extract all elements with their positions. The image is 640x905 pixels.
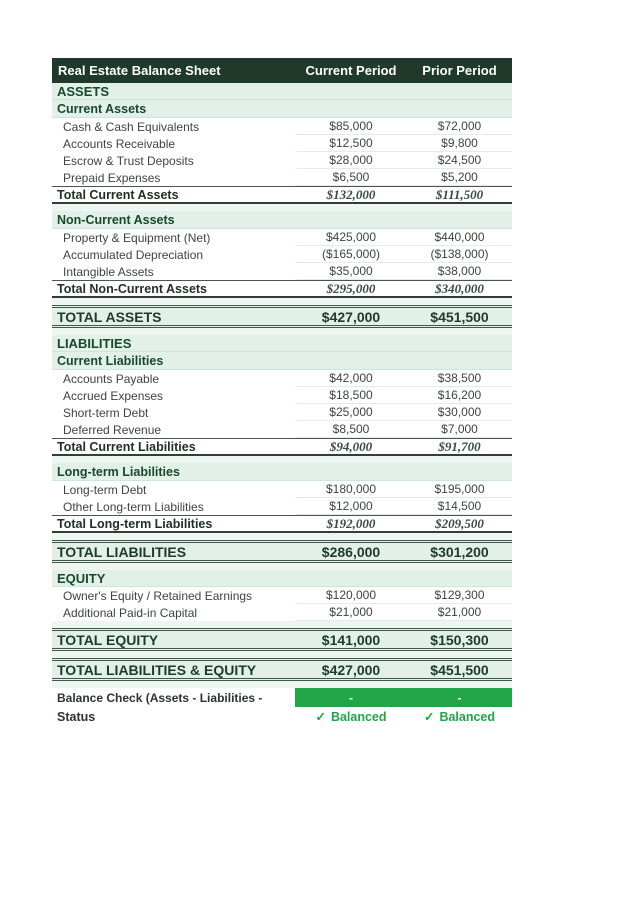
prior-period-value[interactable]: $7,000: [407, 421, 512, 438]
prior-period-value[interactable]: $150,300: [430, 631, 489, 648]
prior-period-value[interactable]: $129,300: [407, 587, 512, 604]
table-row: [52, 404, 512, 421]
subsection-header-row: [52, 100, 512, 118]
table-row: [52, 229, 512, 246]
current-period-value: [295, 211, 407, 228]
table-row: [52, 498, 512, 515]
spacer-row: [52, 651, 512, 658]
prior-period-value[interactable]: $72,000: [407, 118, 512, 135]
current-period-value: [295, 83, 407, 99]
current-period-value[interactable]: $42,000: [295, 370, 407, 387]
subtotal-row: [52, 438, 512, 456]
column-header-prior: Prior Period: [422, 63, 497, 78]
row-label[interactable]: Total Current Assets: [57, 188, 179, 202]
subtotal-row: [52, 280, 512, 298]
current-period-value[interactable]: $18,500: [295, 387, 407, 404]
table-row: [52, 135, 512, 152]
table-row: [52, 387, 512, 404]
prior-period-value[interactable]: $340,000: [435, 281, 484, 296]
table-row: [52, 152, 512, 169]
table-row: [52, 421, 512, 438]
row-label[interactable]: Accrued Expenses: [63, 388, 164, 403]
row-label[interactable]: Intangible Assets: [63, 264, 154, 279]
prior-period-value[interactable]: $440,000: [407, 229, 512, 246]
current-period-value: [295, 335, 407, 351]
spacer-row: [52, 681, 512, 688]
row-label: LIABILITIES: [57, 335, 132, 351]
table-row: [52, 604, 512, 621]
table-row: [52, 263, 512, 280]
status-label: Balanced: [439, 709, 496, 724]
header-row: [52, 58, 512, 83]
balance-check-row: [52, 688, 512, 707]
current-period-value[interactable]: $120,000: [295, 587, 407, 604]
row-label[interactable]: Total Long-term Liabilities: [57, 517, 213, 531]
prior-period-value[interactable]: $209,500: [435, 516, 484, 531]
row-label[interactable]: Deferred Revenue: [63, 422, 162, 437]
current-period-value[interactable]: $28,000: [295, 152, 407, 169]
row-label[interactable]: Escrow & Trust Deposits: [63, 153, 194, 168]
table-row: [52, 246, 512, 263]
row-label[interactable]: Total Non-Current Assets: [57, 282, 208, 296]
row-label[interactable]: Property & Equipment (Net): [63, 230, 211, 245]
subsection-header-row: [52, 352, 512, 370]
current-period-value[interactable]: $192,000: [326, 516, 376, 531]
status-value-current: [295, 707, 407, 726]
row-label: Balance Check (Assets - Liabilities -: [57, 690, 263, 705]
prior-period-value[interactable]: $451,500: [430, 308, 489, 325]
column-header-current: Current Period: [305, 63, 397, 78]
current-period-value[interactable]: $6,500: [295, 169, 407, 186]
current-period-value: [295, 100, 407, 117]
status-label: Balanced: [330, 709, 387, 724]
subsection-header-row: [52, 463, 512, 481]
spacer-row: [52, 563, 512, 570]
row-label[interactable]: Cash & Cash Equivalents: [63, 119, 200, 134]
current-period-value[interactable]: $425,000: [295, 229, 407, 246]
subtotal-row: [52, 515, 512, 533]
prior-period-value[interactable]: $111,500: [435, 187, 484, 202]
section-header-row: [52, 570, 512, 587]
prior-period-value: [407, 570, 512, 586]
row-label: EQUITY: [57, 570, 106, 586]
checkmark-icon: ✓: [315, 710, 326, 724]
prior-period-value: [407, 83, 512, 99]
prior-period-value: [407, 335, 512, 351]
prior-period-value: [407, 463, 512, 480]
section-header-row: [52, 335, 512, 352]
row-label: TOTAL EQUITY: [57, 631, 159, 648]
prior-period-value[interactable]: $21,000: [407, 604, 512, 621]
prior-period-value[interactable]: $14,500: [407, 498, 512, 515]
table-row: [52, 370, 512, 387]
row-label[interactable]: Accounts Payable: [63, 371, 160, 386]
current-period-value[interactable]: $35,000: [295, 263, 407, 280]
prior-period-value[interactable]: $451,500: [430, 661, 489, 678]
spacer-row: [52, 456, 512, 463]
current-period-value[interactable]: $427,000: [321, 308, 381, 325]
row-label[interactable]: Owner's Equity / Retained Earnings: [63, 588, 253, 603]
current-period-value[interactable]: $12,500: [295, 135, 407, 152]
prior-period-value[interactable]: $91,700: [438, 439, 481, 454]
balance-check-value-prior[interactable]: -: [407, 688, 512, 707]
subtotal-row: [52, 186, 512, 204]
table-row: [52, 481, 512, 498]
row-label: TOTAL LIABILITIES: [57, 543, 187, 560]
grand-total-row: [52, 540, 512, 563]
row-label[interactable]: Accumulated Depreciation: [63, 247, 204, 262]
balance-check-value-current[interactable]: -: [295, 688, 407, 707]
row-label: TOTAL LIABILITIES & EQUITY: [57, 661, 257, 678]
spacer-row: [52, 328, 512, 335]
row-label: TOTAL ASSETS: [57, 308, 162, 325]
prior-period-value[interactable]: $38,500: [407, 370, 512, 387]
current-period-value: [295, 463, 407, 480]
spacer-row: [52, 621, 512, 628]
grand-total-row: [52, 658, 512, 681]
spacer-row: [52, 204, 512, 211]
checkmark-icon: ✓: [423, 710, 435, 724]
grand-total-row: [52, 305, 512, 328]
current-period-value[interactable]: $132,000: [326, 187, 376, 202]
row-label[interactable]: Accounts Receivable: [63, 136, 176, 151]
row-label: Current Liabilities: [57, 353, 164, 368]
grand-total-row: [52, 628, 512, 651]
row-label[interactable]: Additional Paid-in Capital: [63, 605, 198, 620]
prior-period-value[interactable]: $195,000: [407, 481, 512, 498]
current-period-value[interactable]: $25,000: [295, 404, 407, 421]
subsection-header-row: [52, 211, 512, 229]
current-period-value: [295, 352, 407, 369]
status-row: [52, 707, 512, 726]
prior-period-value[interactable]: $30,000: [407, 404, 512, 421]
balance-sheet-table: [52, 58, 512, 726]
current-period-value[interactable]: $8,500: [295, 421, 407, 438]
row-label: Non-Current Assets: [57, 212, 175, 227]
current-period-value[interactable]: ($165,000): [295, 246, 407, 263]
table-row: [52, 169, 512, 186]
prior-period-value[interactable]: $16,200: [407, 387, 512, 404]
current-period-value[interactable]: $85,000: [295, 118, 407, 135]
current-period-value[interactable]: $12,000: [295, 498, 407, 515]
current-period-value[interactable]: $141,000: [321, 631, 381, 648]
prior-period-value: [407, 100, 512, 117]
current-period-value[interactable]: $427,000: [321, 661, 381, 678]
status-value-prior: [407, 707, 512, 726]
row-label[interactable]: Short-term Debt: [63, 405, 149, 420]
section-header-row: [52, 83, 512, 100]
current-period-value[interactable]: $21,000: [295, 604, 407, 621]
prior-period-value[interactable]: $5,200: [407, 169, 512, 186]
spacer-row: [52, 533, 512, 540]
prior-period-value[interactable]: $301,200: [430, 543, 489, 560]
prior-period-value: [407, 352, 512, 369]
prior-period-value[interactable]: $38,000: [407, 263, 512, 280]
prior-period-value[interactable]: ($138,000): [407, 246, 512, 263]
prior-period-value: [407, 211, 512, 228]
row-label: Status: [57, 709, 96, 724]
row-label[interactable]: Prepaid Expenses: [63, 170, 161, 185]
current-period-value[interactable]: $295,000: [326, 281, 376, 296]
row-label[interactable]: Total Current Liabilities: [57, 440, 196, 454]
spacer-row: [52, 298, 512, 305]
prior-period-value[interactable]: $9,800: [407, 135, 512, 152]
table-row: [52, 118, 512, 135]
current-period-value: [295, 570, 407, 586]
row-label[interactable]: Other Long-term Liabilities: [63, 499, 204, 514]
table-row: [52, 587, 512, 604]
current-period-value[interactable]: $94,000: [329, 439, 373, 454]
prior-period-value[interactable]: $24,500: [407, 152, 512, 169]
row-label: Long-term Liabilities: [57, 464, 180, 479]
current-period-value[interactable]: $286,000: [321, 543, 381, 560]
row-label: ASSETS: [57, 83, 110, 99]
row-label[interactable]: Long-term Debt: [63, 482, 147, 497]
sheet-title: Real Estate Balance Sheet: [58, 63, 221, 78]
current-period-value[interactable]: $180,000: [295, 481, 407, 498]
row-label: Current Assets: [57, 101, 147, 116]
